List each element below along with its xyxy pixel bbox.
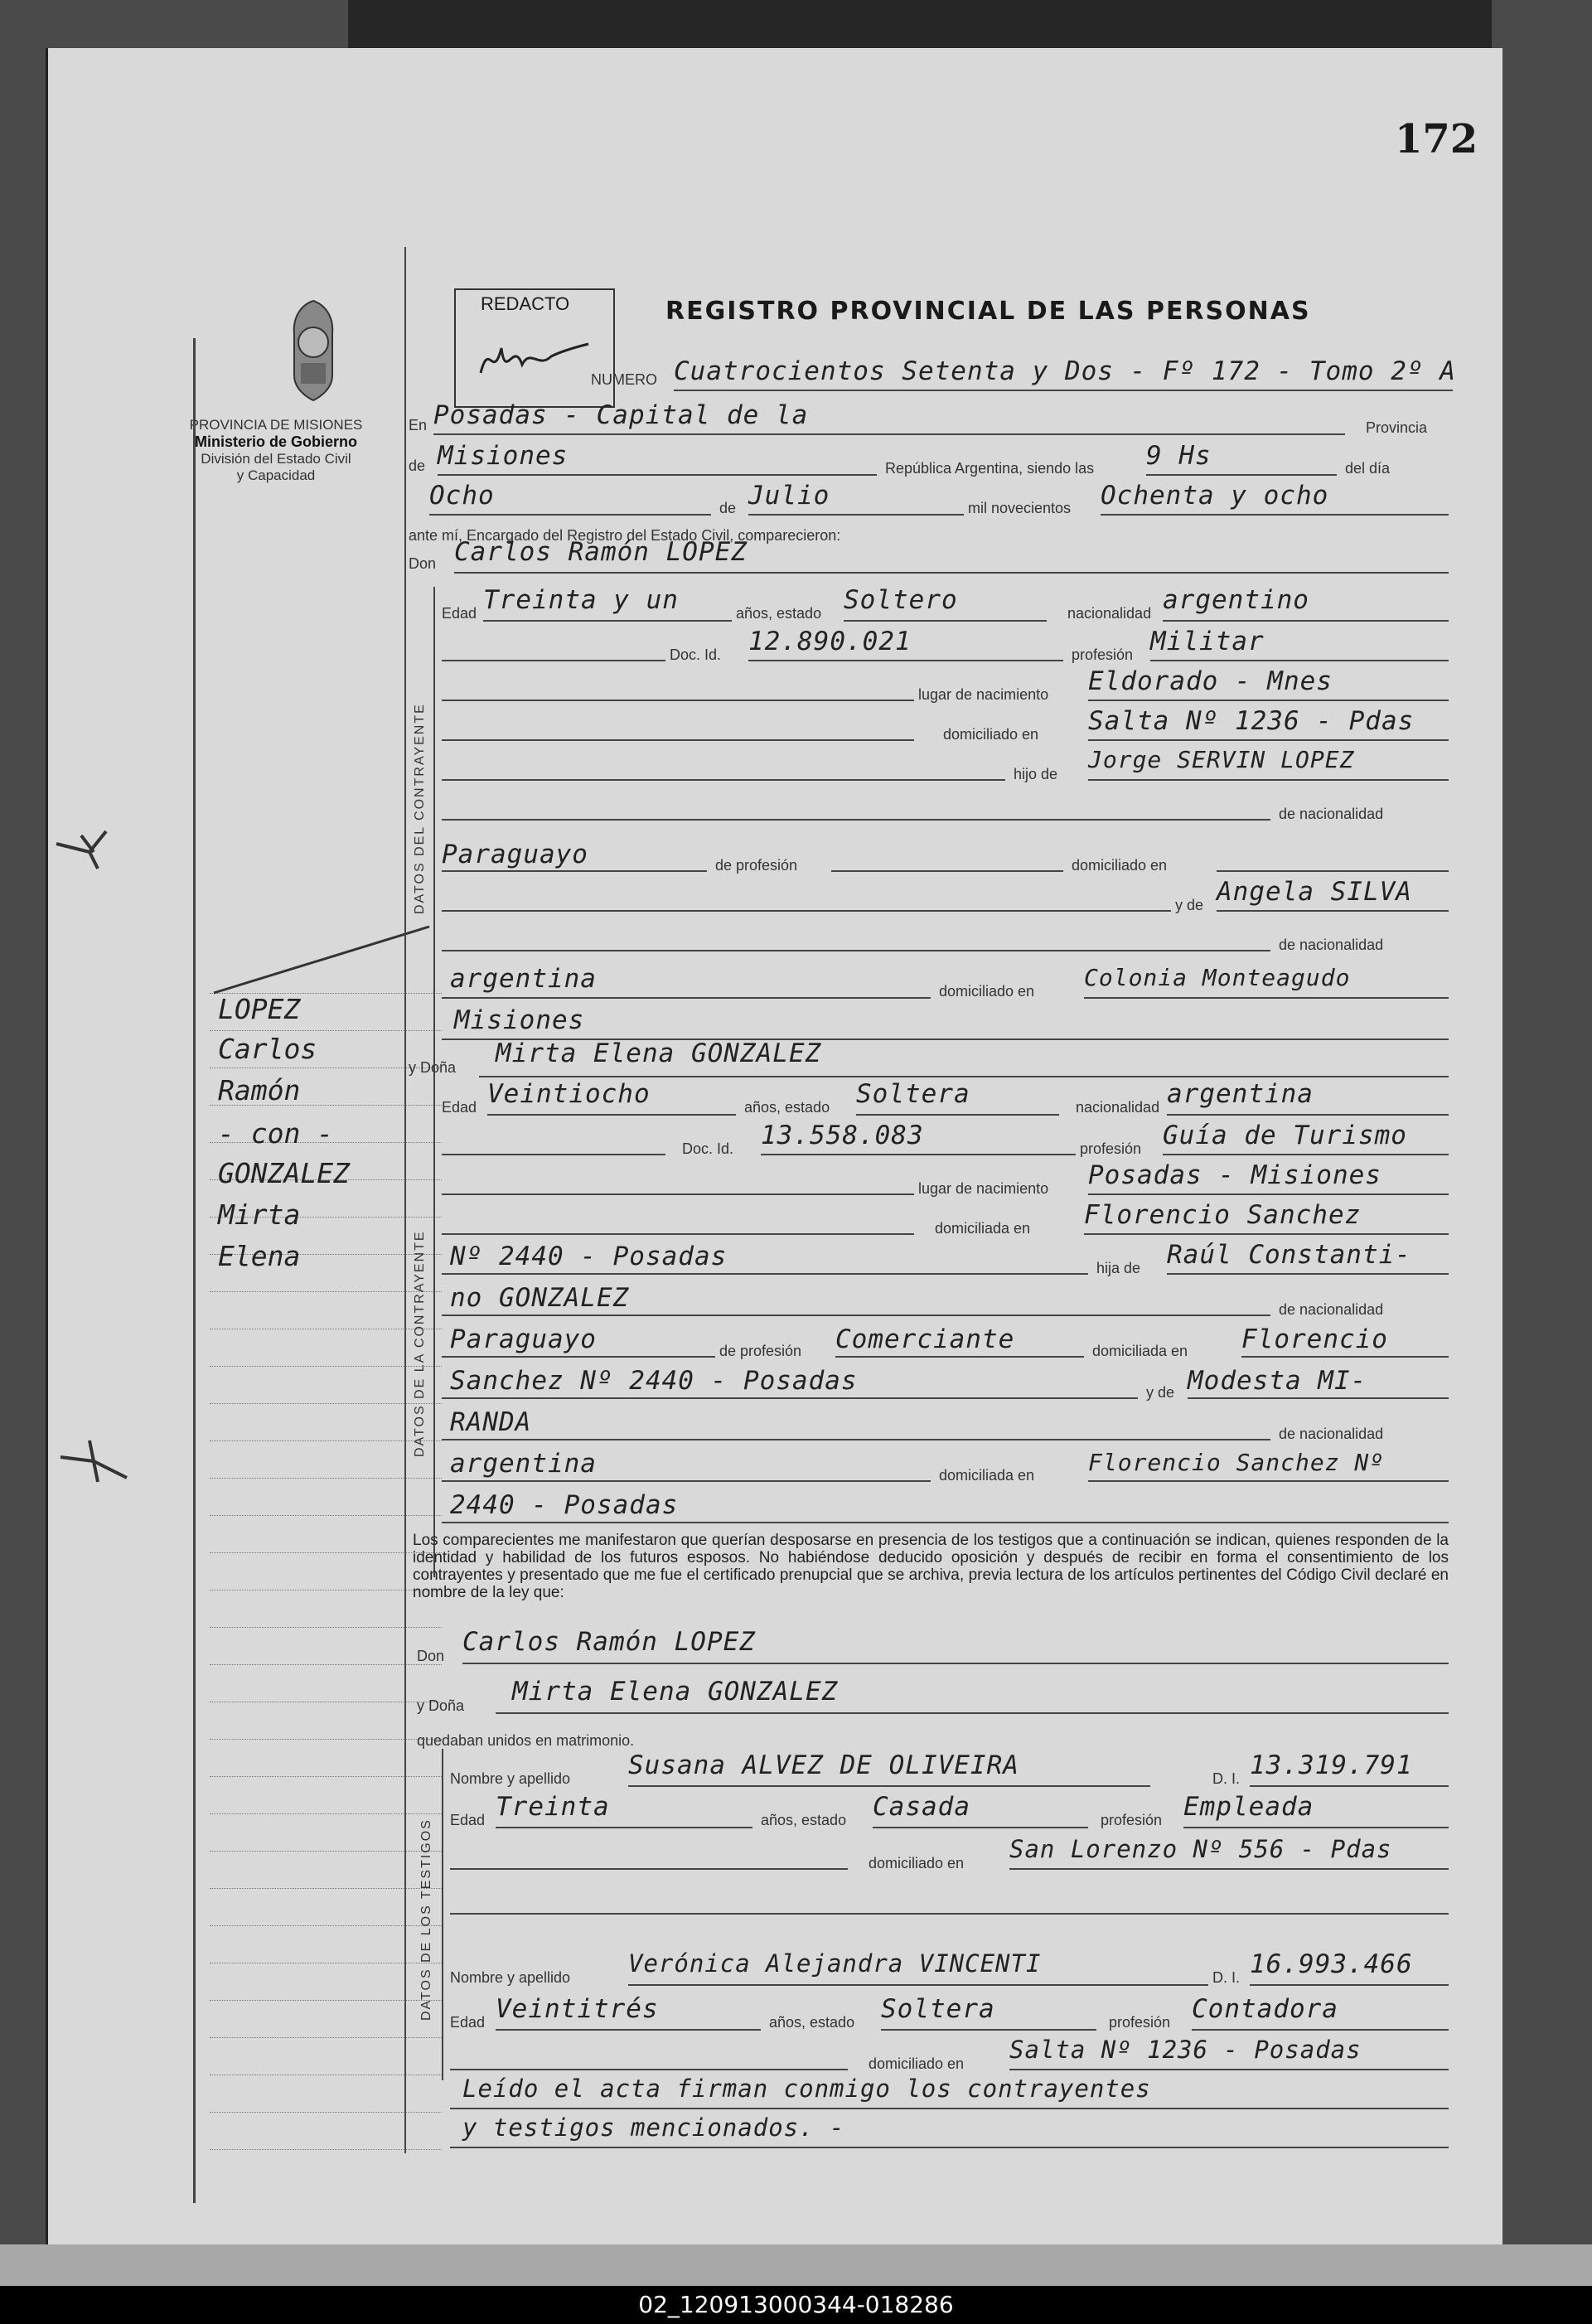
margin-name-5: GONZALEZ [218,1157,350,1189]
w1-domicilio: San Lorenzo Nº 556 - Pdas [1009,1835,1392,1863]
groom-blank-3 [442,739,914,741]
bride-section-label: DATOS DE LA CONTRAYENTE [413,1230,427,1457]
groom-blank-1 [442,660,665,661]
office-info [156,417,396,484]
declaration-paragraph: Los comparecientes me manifestaron que querían desposarse en presencia de los testigos que a continuación se indican, quienes responden de la identidad y habilidad de los futuros esposos. No habiéndose deducido oposición y después de recibir en forma el consentimiento de los contrayentes y presentado que me fue el certificado prenupcial que se archiva, previa lectura de los artículos pertinentes del Código Civil declaré en nombre de la ley que: [413,1532,1449,1601]
mes-value: Julio [748,481,830,511]
groom-section-label: DATOS DEL CONTRAYENTE [413,703,427,914]
decl-dona-label: y Doña [417,1697,465,1714]
w2-domicilio: Salta Nº 1236 - Posadas [1009,2036,1362,2064]
groom-madre-nac-label: de nacionalidad [1279,937,1384,953]
bride-madre-dom-underline [1088,1480,1449,1482]
groom-madre: Angela SILVA [1217,877,1412,907]
bride-padre-dom2-underline [442,1397,1138,1399]
w1-estado: Casada [873,1792,970,1822]
margin-name-7: Elena [218,1240,301,1272]
bride-profesion: Guía de Turismo [1163,1121,1407,1150]
closing-line-2: y testigos mencionados. - [462,2113,845,2142]
office-division: División del Estado Civil [201,451,351,467]
en-label: En [409,417,428,433]
bride-section-border [433,1088,435,1577]
w2-profesion: Contadora [1192,1994,1338,2024]
w2-edad: Veintitrés [496,1994,659,2024]
groom-doc: 12.890.021 [748,627,912,656]
bride-padre-prof: Comerciante [835,1324,1015,1354]
numero-label: NUMERO [591,371,657,388]
hora-underline [1146,474,1337,476]
groom-name-underline [454,572,1449,574]
w2-di-underline [1250,1984,1449,1986]
w2-estado-label: años, estado [769,2014,855,2031]
groom-madre-nac-underline [442,997,931,999]
bride-doc-underline [761,1154,1076,1155]
bride-doc: 13.558.083 [761,1121,924,1150]
bride-padre-dom-label: domiciliada en [1092,1343,1188,1359]
w1-di: 13.319.791 [1250,1750,1413,1780]
bride-dom-underline [1084,1233,1449,1235]
w1-edad: Treinta [496,1792,610,1822]
bride-domicilio-2: Nº 2440 - Posadas [450,1242,728,1271]
office-capacity: y Capacidad [236,467,316,483]
groom-madre-dom-underline [1084,997,1449,999]
groom-dom-underline [1088,739,1449,741]
bride-edad-underline [487,1114,736,1116]
bride-padre-nac-underline [442,1356,715,1358]
witness-section-label: DATOS DE LOS TESTIGOS [419,1818,433,2021]
numero-underline [674,390,1453,391]
margin-name-1: LOPEZ [218,993,301,1025]
decl-don-label: Don [417,1648,445,1664]
dia-underline [429,514,711,516]
groom-padre-nac: Paraguayo [442,840,588,869]
binding-mark-icon-2 [52,1436,143,1486]
decl-don-name: Carlos Ramón LOPEZ [462,1627,756,1657]
w1-di-label: D. I. [1212,1770,1241,1787]
bride-name: Mirta Elena GONZALEZ [496,1039,822,1068]
w2-estado-underline [881,2029,1096,2031]
margin-name-2: Carlos [218,1033,317,1065]
groom-estado-label: años, estado [736,605,822,622]
w1-nombre-underline [628,1785,1150,1787]
w1-nombre: Susana ALVEZ DE OLIVEIRA [628,1750,1019,1780]
coat-of-arms-icon [276,297,351,404]
closing-underline-1 [450,2108,1449,2109]
bride-estado: Soltera [856,1079,970,1109]
republica-label: República Argentina, siendo las [885,460,1095,477]
w1-estado-underline [873,1827,1088,1828]
w2-prof-underline [1192,2029,1449,2031]
bride-padre-prof-underline [835,1356,1084,1358]
ante-mi-text: ante mí, Encargado del Registro del Estado Civil, comparecieron: [409,527,841,544]
w1-blank [450,1868,848,1870]
bride-madre: Modesta MI- [1188,1366,1367,1396]
bride-hija-label: hija de [1096,1260,1141,1276]
bride-doc-label: Doc. Id. [682,1140,734,1157]
don-label: Don [409,555,437,572]
groom-blank-4 [442,779,1005,781]
w1-edad-label: Edad [450,1812,486,1828]
groom-padre-dom-underline [1217,870,1449,872]
w2-nombre-underline [628,1984,1208,1986]
margin-slash-icon [206,918,438,1001]
bride-blank-3 [442,1233,914,1235]
de-label: de [409,458,426,474]
office-ministry [156,433,396,451]
groom-madre-dom-2: Misiones [454,1005,585,1035]
groom-domicilio: Salta Nº 1236 - Pdas [1088,706,1415,736]
groom-prof-label: profesión [1072,646,1134,663]
bride-padre-dom: Florencio [1241,1324,1388,1354]
dona-label: y Doña [409,1059,457,1076]
groom-nac-label: nacionalidad [1067,605,1152,622]
closing-line-1: Leído el acta firman conmigo los contrayentes [462,2075,1151,2103]
del-dia-label: del día [1345,460,1391,477]
bride-madre-dom-label: domiciliada en [939,1467,1035,1484]
margin-name-6: Mirta [218,1198,301,1231]
stamp-label: REDACTO [481,293,570,314]
margin-name-3: Ramón [218,1074,301,1106]
office-ministry-text: Ministerio de Gobierno [194,433,357,450]
groom-blank-7 [442,950,1270,951]
groom-padre: Jorge SERVIN LOPEZ [1088,746,1355,773]
bride-padre-dom-underline [1241,1356,1449,1358]
file-id-bar: 02_120913000344-018286 [0,2286,1592,2324]
bride-padre-underline [1167,1273,1449,1275]
bride-nac-label: nacionalidad [1076,1099,1160,1116]
bride-edad-label: Edad [442,1099,477,1116]
provincia-value: Misiones [438,441,569,471]
anio-underline [1101,514,1449,516]
groom-lugar-underline [1088,700,1449,701]
w2-edad-underline [496,2029,761,2031]
w1-di-underline [1250,1785,1449,1787]
bride-lugar-underline [1088,1193,1449,1195]
groom-dom-label: domiciliado en [943,726,1039,743]
w2-di-label: D. I. [1212,1969,1241,1986]
groom-edad-underline [483,620,732,622]
quedaban-text: quedaban unidos en matrimonio. [417,1732,635,1749]
groom-hijo-label: hijo de [1014,766,1058,782]
groom-padre-dom-label: domiciliado en [1072,857,1168,874]
bride-domicilio: Florencio Sanchez [1084,1200,1362,1230]
bride-name-underline [479,1076,1449,1077]
bride-dom-label: domiciliada en [935,1220,1031,1237]
bride-lugar-label: lugar de nacimiento [918,1180,1049,1197]
provincia-underline [438,474,877,476]
dia-value: Ocho [429,481,495,511]
page-number: 172 [1395,116,1478,162]
groom-name: Carlos Ramón LOPEZ [454,537,748,567]
w2-nombre-label: Nombre y apellido [450,1969,571,1986]
w1-prof-label: profesión [1101,1812,1163,1828]
mil-novecientos-label: mil novecientos [968,500,1072,516]
bride-madre-nac-underline [442,1480,931,1482]
groom-doc-label: Doc. Id. [670,646,722,663]
w1-prof-underline [1183,1827,1449,1828]
bride-prof-underline [1163,1154,1449,1155]
decl-don-underline [462,1663,1449,1664]
groom-prof-underline [1150,660,1449,661]
bride-blank-1 [442,1154,665,1155]
bride-lugar: Posadas - Misiones [1088,1160,1382,1190]
bride-estado-underline [856,1114,1059,1116]
bride-estado-label: años, estado [744,1099,830,1116]
bride-padre-2: no GONZALEZ [450,1283,630,1313]
groom-profesion: Militar [1150,627,1265,656]
groom-edad-label: Edad [442,605,477,622]
bride-madre-nac-label: de nacionalidad [1279,1426,1384,1442]
w1-dom-underline [1009,1868,1449,1870]
bride-madre-underline [1188,1397,1449,1399]
groom-madre-dom: Colonia Monteagudo [1084,964,1351,991]
w2-estado: Soltera [881,1994,995,2024]
register-page [46,48,1502,2244]
w2-di: 16.993.466 [1250,1949,1413,1979]
book-bottom-edge [0,2244,1592,2286]
bride-y-de-label: y de [1146,1384,1175,1401]
en-value: Posadas - Capital de la [433,400,809,430]
groom-padre-nac-label: de nacionalidad [1279,806,1384,822]
groom-madre-nac: argentina [450,964,597,994]
witness-section-border [442,1749,443,2080]
form-left-border [404,247,406,2153]
mes-underline [748,514,964,516]
groom-padre-prof-underline [831,870,1063,872]
groom-padre-prof-label: de profesión [715,857,798,874]
bride-prof-label: profesión [1080,1140,1142,1157]
numero-value: Cuatrocientos Setenta y Dos - Fº 172 - Tomo 2º A [674,356,1456,386]
w2-blank [450,2069,848,2070]
groom-doc-underline [748,660,1063,661]
groom-nacionalidad: argentino [1163,585,1309,615]
bride-padre2-underline [442,1315,1270,1316]
bride-blank-2 [442,1193,914,1195]
bride-nacionalidad: argentina [1167,1079,1314,1109]
w2-dom-label: domiciliado en [869,2055,965,2072]
bride-nac-underline [1167,1114,1449,1116]
decl-dona-underline [496,1712,1449,1714]
bride-madre2-underline [442,1439,1270,1440]
margin-border [193,338,196,2203]
groom-estado: Soltero [844,585,958,615]
bride-dom2-underline [442,1273,1088,1275]
closing-underline-2 [450,2147,1449,2148]
w1-dom-label: domiciliado en [869,1855,965,1871]
signature-icon [472,323,597,390]
provincia-label: Provincia [1366,419,1428,436]
w2-prof-label: profesión [1109,2014,1171,2031]
w1-nombre-label: Nombre y apellido [450,1770,571,1787]
groom-madre-underline [1217,910,1449,912]
groom-y-de-label: y de [1175,897,1204,913]
w1-blank-2 [450,1913,1449,1915]
w2-nombre: Verónica Alejandra VINCENTI [628,1949,1042,1978]
book-top-edge [348,0,1492,51]
groom-blank-5 [442,819,1270,821]
groom-padre-underline [1088,779,1449,781]
bride-padre-prof-label: de profesión [719,1343,802,1359]
bride-edad: Veintiocho [487,1079,651,1109]
margin-name-4: - con - [218,1117,334,1150]
bride-padre-nac-label: de nacionalidad [1279,1301,1384,1318]
bride-padre: Raúl Constanti- [1167,1240,1411,1270]
bride-padre-nac: Paraguayo [450,1324,597,1354]
w1-edad-underline [496,1827,752,1828]
bride-madre-nac: argentina [450,1449,597,1479]
w1-estado-label: años, estado [761,1812,847,1828]
groom-edad: Treinta y un [483,585,679,615]
page-title: REGISTRO PROVINCIAL DE LAS PERSONAS [665,297,1311,326]
de2-label: de [719,500,737,516]
w2-dom-underline [1009,2069,1449,2070]
bride-madre-dom: Florencio Sanchez Nº [1088,1449,1385,1476]
bride-madre-2: RANDA [450,1407,532,1437]
bride-madre-dom2-underline [442,1522,1449,1523]
groom-padre-nac-underline [442,870,707,872]
groom-blank-6 [442,910,1171,912]
decl-dona-name: Mirta Elena GONZALEZ [512,1677,839,1707]
groom-madre-dom-label: domiciliado en [939,983,1035,1000]
groom-lugar-label: lugar de nacimiento [918,686,1049,703]
w1-profesion: Empleada [1183,1792,1314,1822]
bride-padre-dom-2: Sanchez Nº 2440 - Posadas [450,1366,858,1396]
anio-value: Ochenta y ocho [1101,481,1329,511]
w2-edad-label: Edad [450,2014,486,2031]
hora-value: 9 Hs [1146,441,1212,471]
redacto-stamp [454,288,615,408]
en-underline [433,433,1345,435]
groom-estado-underline [844,620,1047,622]
groom-lugar: Eldorado - Mnes [1088,666,1333,696]
binding-mark-icon [48,827,139,877]
office-province: PROVINCIA DE MISIONES [189,417,363,433]
groom-nac-underline [1163,620,1449,622]
groom-section-border [433,587,435,1092]
groom-blank-2 [442,700,914,701]
bride-madre-dom-2: 2440 - Posadas [450,1490,679,1520]
